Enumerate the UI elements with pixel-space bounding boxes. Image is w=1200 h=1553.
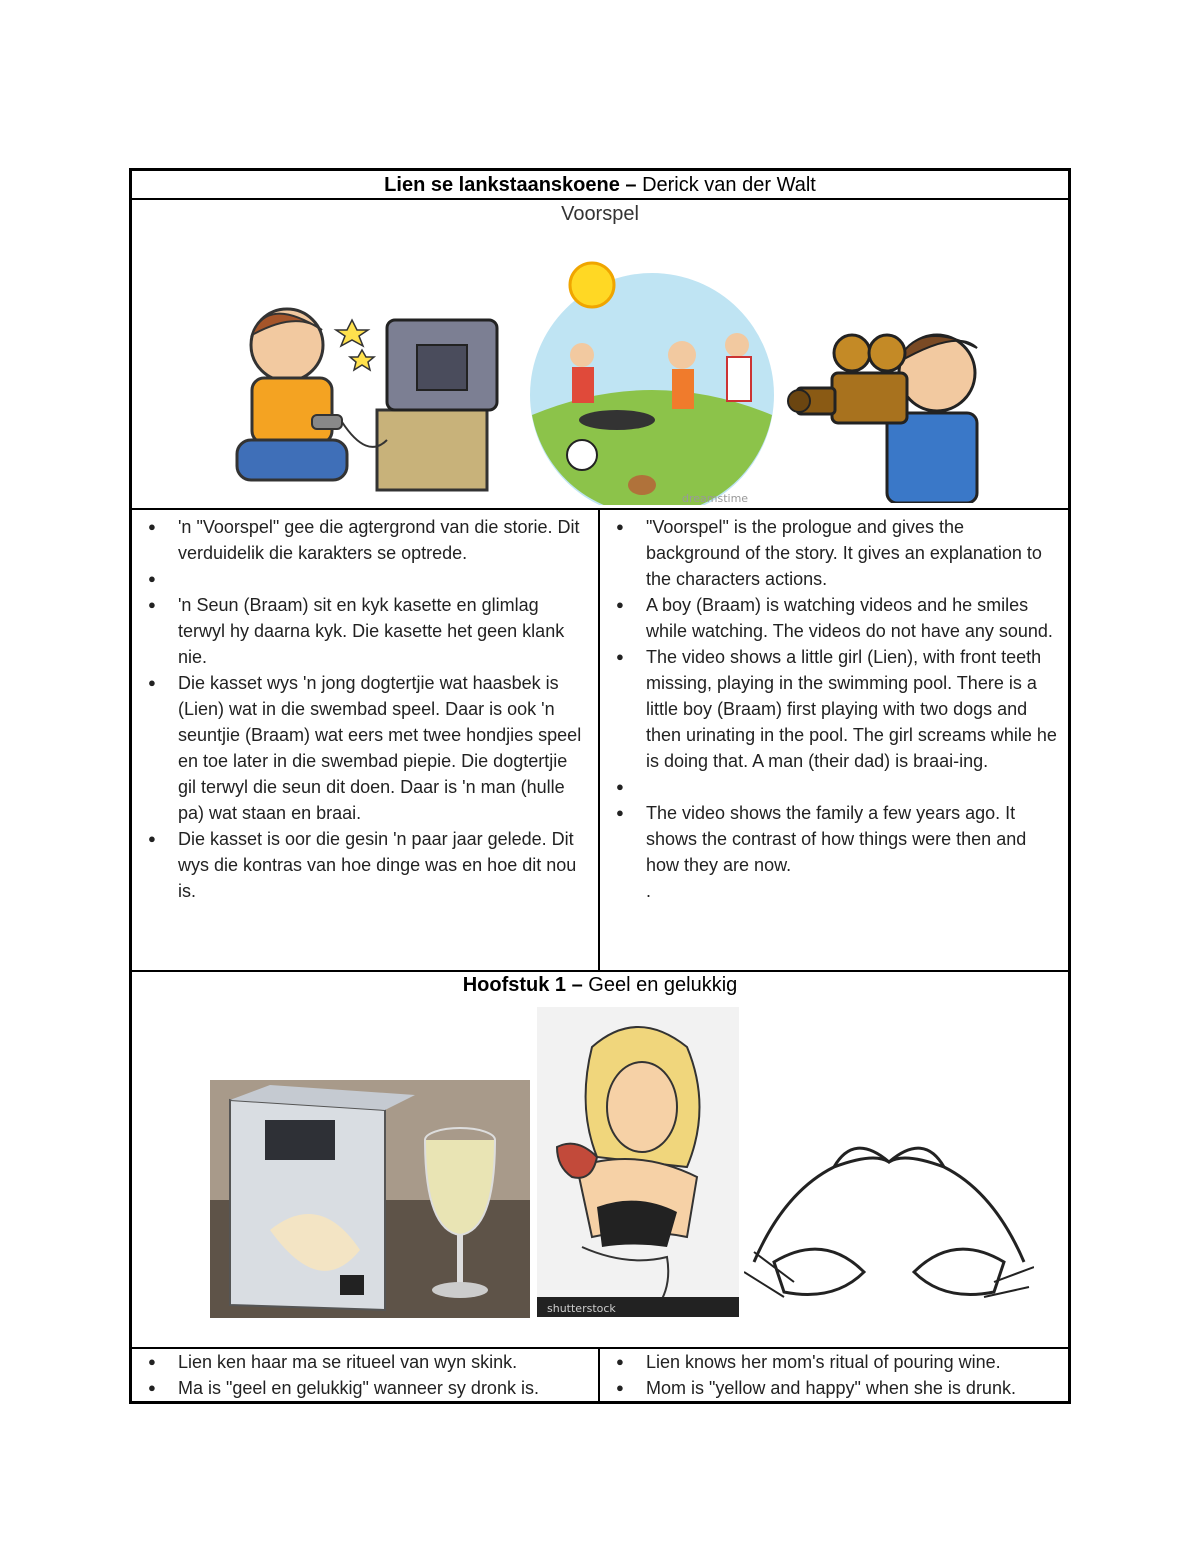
trailing-dot: . — [646, 881, 652, 901]
hoofstuk1-images-row — [132, 972, 1068, 1349]
document-table — [129, 168, 1071, 1404]
hoofstuk1-label: Hoofstuk 1 – — [462, 974, 583, 996]
document-title-row — [132, 171, 1068, 200]
voorspel-english-column — [600, 510, 1068, 970]
book-title: Lien se lankstaanskoene – — [384, 174, 637, 196]
hoofstuk1-english-column — [600, 1349, 1068, 1401]
voorspel-images-row — [132, 200, 1068, 510]
boy-with-camera-image — [787, 318, 987, 503]
boy-with-tv-image — [227, 290, 512, 500]
wine-box-photo — [210, 1080, 530, 1318]
voorspel-right-item: ● "Voorspel" is the prologue and gives the background of the story. It gives an explanation to the characters actions. — [608, 514, 1060, 592]
hoofstuk1-right-item: ● Mom is "yellow and happy" when she is drunk. — [608, 1375, 1060, 1401]
hoofstuk1-name: Geel en gelukkig — [582, 974, 738, 996]
voorspel-right-item: ● The video shows a little girl (Lien), with front teeth missing, playing in the swimming pool. There is a little boy (Braam) first playing with two dogs and then urinating in the pool. The girl screams while he is doing that. A man (their dad) is braai-ing. — [608, 644, 1060, 774]
hands-toasting-sketch — [744, 1122, 1034, 1312]
shutterstock-watermark: shutterstock — [547, 1302, 616, 1315]
voorspel-right-item: ● The video shows the family a few years ago. It shows the contrast of how things were then and how they are now. — [608, 800, 1060, 878]
woman-with-wine-image — [537, 1007, 739, 1317]
voorspel-right-item: ● A boy (Braam) is watching videos and he smiles while watching. The videos do not have any sound. — [608, 592, 1060, 644]
hoofstuk1-afrikaans-column — [132, 1349, 600, 1401]
hoofstuk1-left-item: ● Ma is "geel en gelukkig" wanneer sy dronk is. — [140, 1375, 590, 1401]
voorspel-text-row — [132, 510, 1068, 972]
voorspel-left-item: ● Die kasset wys 'n jong dogtertjie wat haasbek is (Lien) wat in die swembad speel. Daar is ook 'n seuntjie (Braam) wat eers met twee hondjies speel en toe later in die swembad piepie. Die dogtertjie gil terwyl die seun dit doen. Daar is 'n man (hulle pa) wat staan en braai. — [140, 670, 590, 826]
hoofstuk1-left-item: ● Lien ken haar ma se ritueel van wyn skink. — [140, 1349, 590, 1375]
hoofstuk1-right-item: ● Lien knows her mom's ritual of pouring wine. — [608, 1349, 1060, 1375]
spacer — [140, 566, 590, 592]
voorspel-left-item: ● 'n "Voorspel" gee die agtergrond van die storie. Dit verduidelik die karakters se optrede. — [140, 514, 590, 566]
spacer — [608, 774, 1060, 800]
voorspel-heading: Voorspel — [561, 203, 639, 225]
voorspel-left-item: ● 'n Seun (Braam) sit en kyk kasette en glimlag terwyl hy daarna kyk. Die kasette het geen klank nie. — [140, 592, 590, 670]
hoofstuk1-text-row — [132, 1349, 1068, 1401]
family-garden-image — [522, 245, 782, 505]
voorspel-afrikaans-column — [132, 510, 600, 970]
hoofstuk1-heading — [132, 974, 1068, 997]
book-author: Derick van der Walt — [636, 174, 816, 196]
dreamstime-watermark: dreamstime — [682, 492, 749, 505]
voorspel-left-item: ● Die kasset is oor die gesin 'n paar jaar gelede. Dit wys die kontras van hoe dinge was en hoe dit nou is. — [140, 826, 590, 904]
